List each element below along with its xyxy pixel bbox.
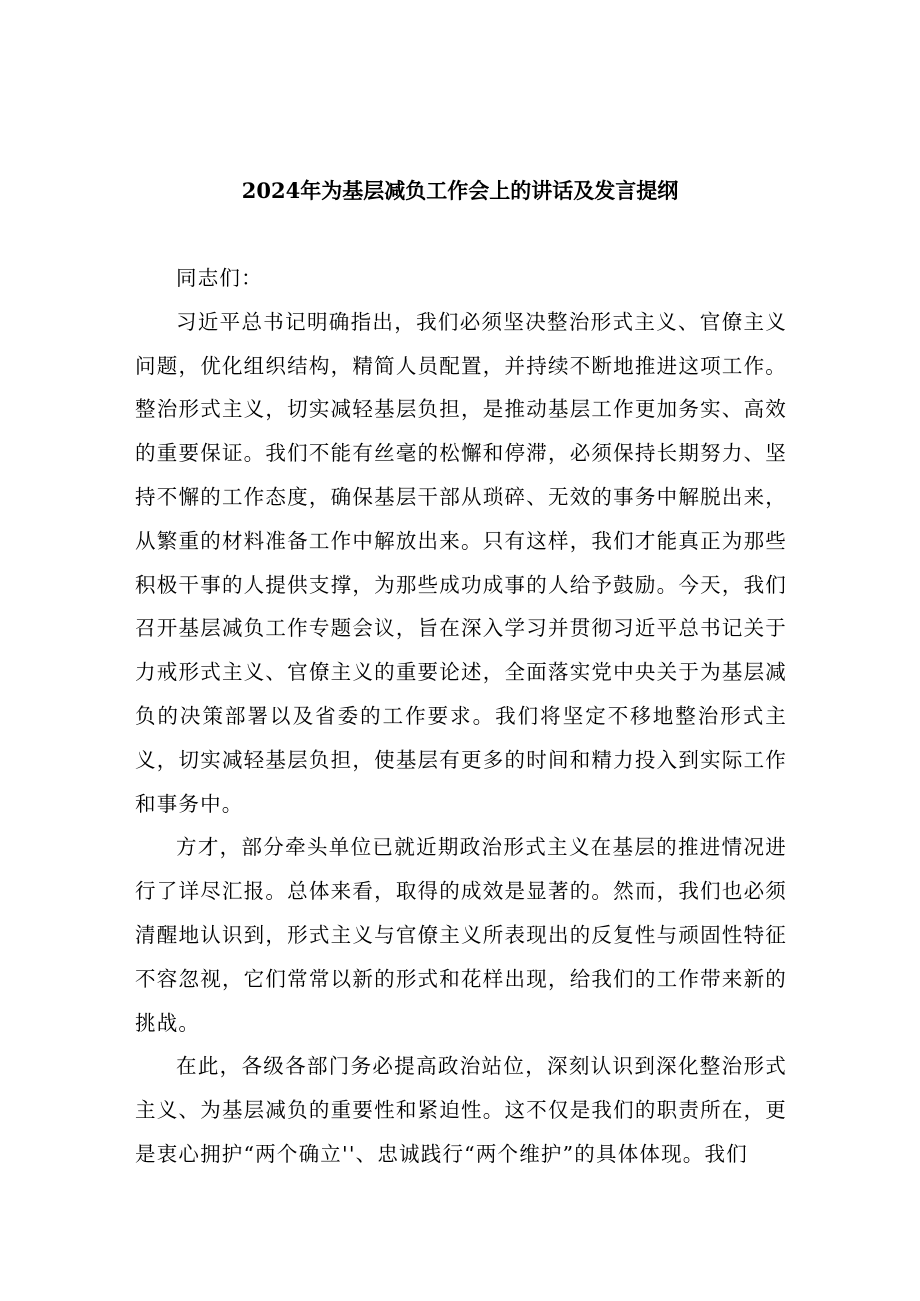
paragraph-1: 习近平总书记明确指出，我们必须坚决整治形式主义、官僚主义问题，优化组织结构，精简人员配置，并持续不断地推进这项工作。整治形式主义，切实减轻基层负担，是推动基层工作更加务实、高效的重要保证。我们不能有丝毫的松懈和停滞，必须保持长期努力、坚持不懈的工作态度，确保基层干部从琐碎、无效的事务中解脱出来，从繁重的材料准备工作中解放出来。只有这样，我们才能真正为那些积极干事的人提供支撑，为那些成功成事的人给予鼓励。今天，我们召开基层减负工作专题会议，旨在深入学习并贯彻习近平总书记关于力戒形式主义、官僚主义的重要论述，全面落实党中央关于为基层减负的决策部署以及省委的工作要求。我们将坚定不移地整治形式主义，切实减轻基层负担，使基层有更多的时间和精力投入到实际工作和事务中。 — [135, 309, 787, 816]
document-title: 2024年为基层减负工作会上的讲话及发言提纲 — [241, 178, 679, 203]
paragraph-2: 方才，部分牵头单位已就近期政治形式主义在基层的推进情况进行了详尽汇报。总体来看，取得的成效是显著的。然而，我们也必须清醒地认识到，形式主义与官僚主义所表现出的反复性与顽固性特征不容忽视，它们常常以新的形式和花样出现，给我们的工作带来新的挑战。 — [135, 835, 787, 1035]
paragraph-3: 在此，各级各部门务必提高政治站位，深刻认识到深化整治形式主义、为基层减负的重要性和紧迫性。这不仅是我们的职责所在，更是衷心拥护“两个确立''、忠诚践行“两个维护”的具体体现。我们 — [135, 1054, 787, 1166]
document-body — [135, 257, 787, 1177]
salutation: 同志们： — [176, 266, 263, 290]
